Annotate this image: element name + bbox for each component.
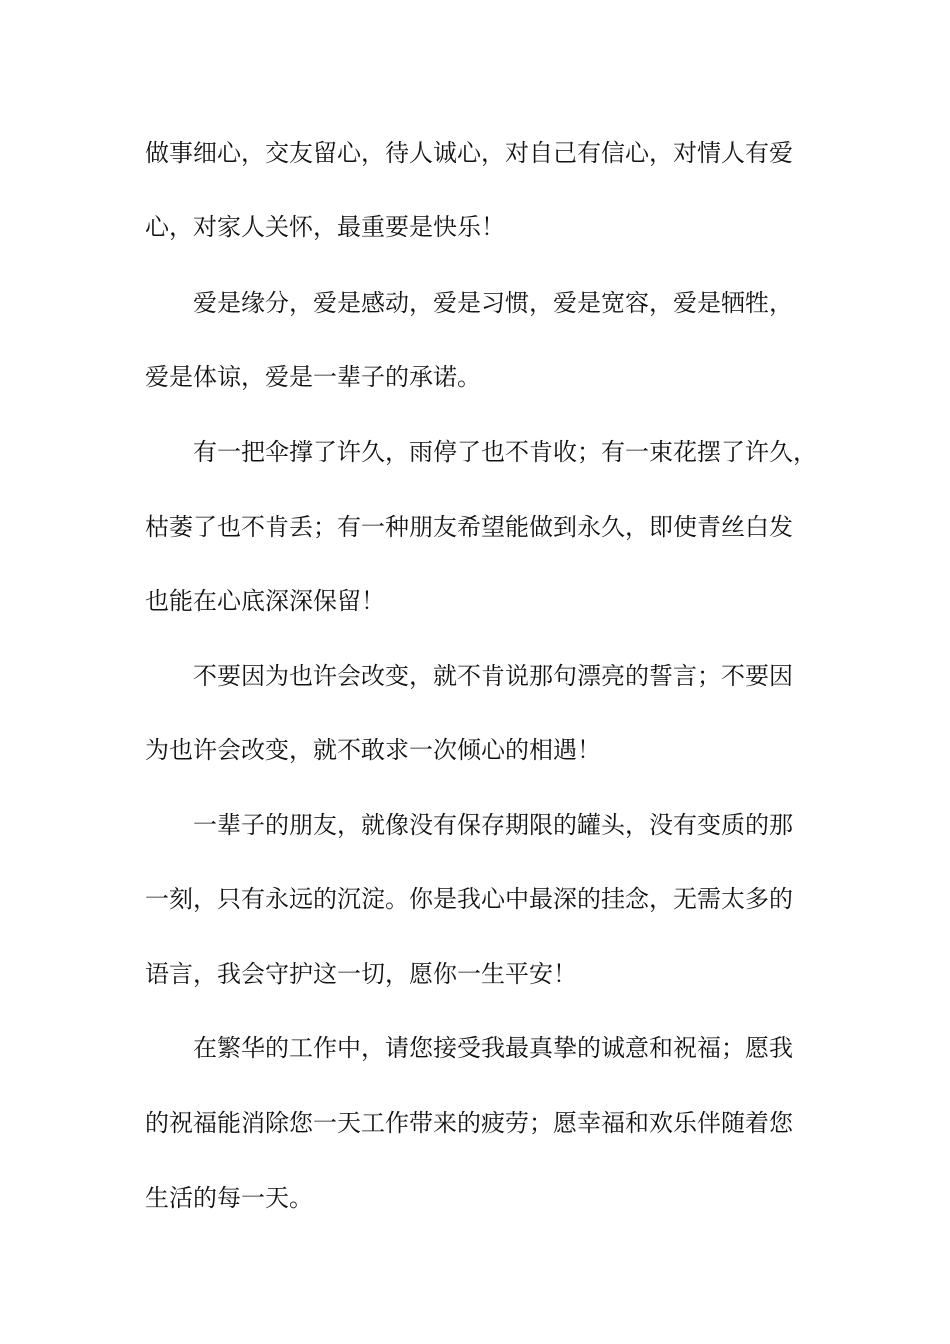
text-line: 在繁华的工作中，请您接受我最真挚的诚意和祝福；愿我 [193, 1034, 793, 1062]
text-line: 爱是缘分，爱是感动，爱是习惯，爱是宽容，爱是牺牲， [193, 289, 793, 317]
text-line: 心，对家人关怀，最重要是快乐！ [145, 213, 505, 241]
text-line: 生活的每一天。 [145, 1184, 313, 1212]
text-line: 一刻，只有永远的沉淀。你是我心中最深的挂念，无需太多的 [145, 885, 793, 913]
text-line: 爱是体谅，爱是一辈子的承诺。 [145, 363, 481, 391]
text-line: 枯萎了也不肯丢；有一种朋友希望能做到永久，即使青丝白发 [145, 513, 793, 541]
text-line: 一辈子的朋友，就像没有保存期限的罐头，没有变质的那 [193, 811, 793, 839]
text-line: 不要因为也许会改变，就不肯说那句漂亮的誓言；不要因 [193, 662, 793, 690]
text-line: 为也许会改变，就不敢求一次倾心的相遇！ [145, 736, 601, 764]
text-line: 做事细心，交友留心，待人诚心，对自己有信心，对情人有爱 [145, 139, 793, 167]
text-line: 也能在心底深深保留！ [145, 587, 385, 615]
text-line: 的祝福能消除您一天工作带来的疲劳；愿幸福和欢乐伴随着您 [145, 1109, 793, 1137]
text-line: 语言，我会守护这一切，愿你一生平安！ [145, 960, 577, 988]
text-line: 有一把伞撑了许久，雨停了也不肯收；有一束花摆了许久， [193, 438, 817, 466]
